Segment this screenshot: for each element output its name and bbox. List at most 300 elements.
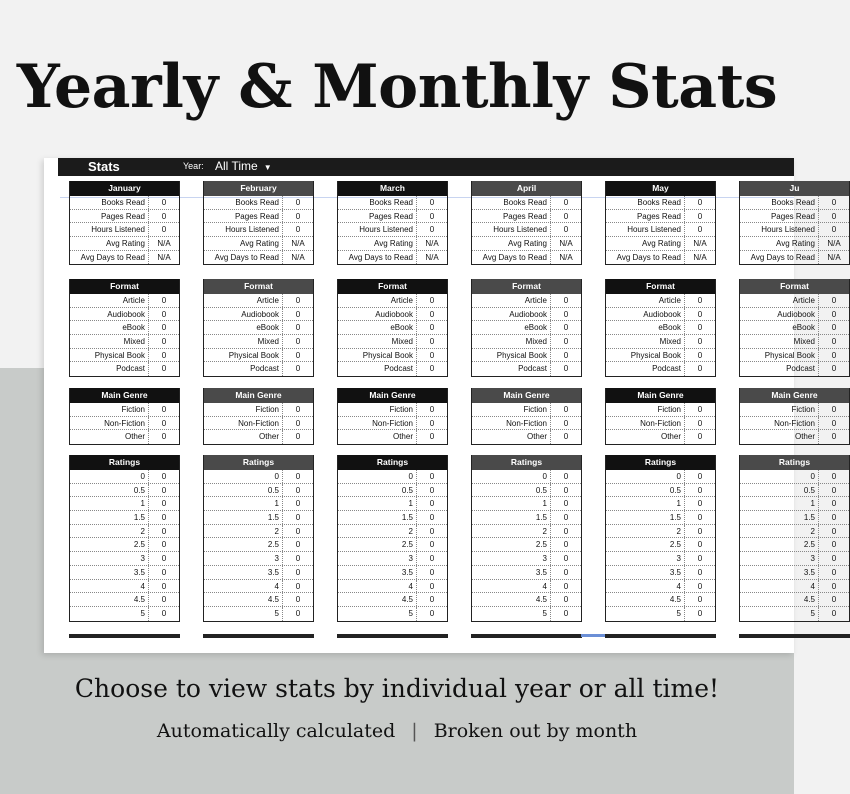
table-row[interactable] [70, 470, 179, 484]
month-header: Ju [740, 181, 849, 196]
table-row[interactable] [70, 497, 179, 511]
table-row[interactable] [472, 430, 581, 444]
table-row[interactable] [338, 580, 447, 594]
table-row[interactable] [204, 403, 313, 417]
row-value: 0 [831, 499, 837, 509]
row-value: 0 [161, 472, 167, 481]
table-row[interactable] [606, 196, 715, 210]
row-value: 0 [831, 364, 837, 374]
format-table [337, 279, 448, 377]
table-row[interactable] [338, 308, 447, 322]
table-row[interactable] [740, 511, 849, 525]
row-label: 2.5 [338, 538, 417, 551]
row-value: 0 [161, 296, 167, 305]
format-table [739, 279, 850, 377]
row-label: 0 [740, 470, 819, 483]
row-value: 0 [563, 198, 569, 207]
table-row[interactable] [472, 308, 581, 322]
ratings-table [337, 455, 448, 622]
table-row[interactable] [740, 223, 849, 237]
row-label: Pages Read [338, 210, 417, 223]
row-label: Avg Days to Read [472, 251, 551, 265]
table-row[interactable] [204, 321, 313, 335]
table-row[interactable] [70, 525, 179, 539]
row-label: Physical Book [338, 349, 417, 362]
table-row[interactable] [740, 417, 849, 431]
table-row[interactable] [740, 362, 849, 376]
table-row[interactable] [606, 484, 715, 498]
table-row[interactable] [70, 362, 179, 376]
table-row[interactable] [472, 566, 581, 580]
table-row[interactable] [204, 593, 313, 607]
row-label: 2 [472, 525, 551, 538]
table-row[interactable] [204, 237, 313, 251]
table-row[interactable] [740, 237, 849, 251]
overview-table [471, 181, 582, 265]
section-header: Format [70, 279, 179, 294]
row-label: Fiction [606, 403, 685, 416]
row-value: 0 [295, 485, 301, 495]
row-value: 0 [563, 323, 569, 333]
table-row[interactable] [204, 607, 313, 621]
table-row[interactable] [740, 580, 849, 594]
table-row[interactable] [338, 237, 447, 251]
table-row[interactable] [338, 223, 447, 237]
table-row[interactable] [740, 335, 849, 349]
row-label: Avg Rating [70, 237, 149, 250]
table-row[interactable] [740, 525, 849, 539]
table-row[interactable] [338, 538, 447, 552]
table-row[interactable] [70, 321, 179, 335]
row-label: 5 [740, 607, 819, 621]
table-row[interactable] [338, 430, 447, 444]
year-dropdown[interactable] [215, 159, 272, 173]
table-row[interactable] [338, 511, 447, 525]
table-row[interactable] [204, 335, 313, 349]
row-value: 0 [831, 405, 837, 414]
row-label: 1.5 [70, 511, 149, 524]
row-value: 0 [563, 513, 569, 523]
table-row[interactable] [472, 210, 581, 224]
row-value: 0 [831, 432, 837, 442]
table-row[interactable] [472, 196, 581, 210]
row-label: 1 [472, 497, 551, 510]
table-row[interactable] [70, 335, 179, 349]
row-value: N/A [693, 252, 707, 262]
row-value: 0 [295, 513, 301, 523]
row-value: 0 [161, 337, 167, 347]
row-label: 0.5 [472, 484, 551, 497]
table-row[interactable] [204, 294, 313, 308]
table-row[interactable] [338, 566, 447, 580]
table-row[interactable] [70, 196, 179, 210]
row-label: 3.5 [338, 566, 417, 579]
table-row[interactable] [472, 294, 581, 308]
section-header: Ratings [472, 455, 581, 470]
row-label: Pages Read [740, 210, 819, 223]
tagline-right: Broken out by month [433, 720, 638, 742]
overview-table [337, 181, 448, 265]
table-row[interactable] [740, 251, 849, 265]
row-label: Physical Book [740, 349, 819, 362]
table-row[interactable] [204, 484, 313, 498]
row-label: 0.5 [606, 484, 685, 497]
row-value: 0 [563, 337, 569, 347]
row-label: Article [70, 294, 149, 307]
table-row[interactable] [472, 511, 581, 525]
row-label: Avg Days to Read [740, 251, 819, 265]
table-row[interactable] [606, 210, 715, 224]
row-label: Avg Rating [740, 237, 819, 250]
row-label: Avg Rating [472, 237, 551, 250]
table-row[interactable] [740, 308, 849, 322]
table-row[interactable] [606, 580, 715, 594]
format-table [605, 279, 716, 377]
table-row[interactable] [740, 593, 849, 607]
table-row[interactable] [70, 417, 179, 431]
row-value: 0 [429, 567, 435, 577]
page-title: Yearly & Monthly Stats [16, 52, 778, 122]
table-row[interactable] [70, 511, 179, 525]
table-row[interactable] [606, 525, 715, 539]
row-label: Mixed [606, 335, 685, 348]
table-row[interactable] [204, 430, 313, 444]
row-label: 2.5 [70, 538, 149, 551]
row-value: 0 [563, 499, 569, 509]
table-row[interactable] [204, 210, 313, 224]
table-row[interactable] [472, 607, 581, 621]
overview-table [203, 181, 314, 265]
table-row[interactable] [204, 308, 313, 322]
row-label: 0.5 [338, 484, 417, 497]
row-value: 0 [563, 364, 569, 374]
table-row[interactable] [606, 430, 715, 444]
table-row[interactable] [204, 417, 313, 431]
row-value: 0 [831, 608, 837, 618]
table-row[interactable] [204, 223, 313, 237]
row-value: 0 [831, 595, 837, 605]
row-value: 0 [295, 323, 301, 333]
row-value: N/A [425, 239, 439, 249]
table-row[interactable] [338, 484, 447, 498]
row-label: Audiobook [204, 308, 283, 321]
ratings-table [471, 455, 582, 622]
row-value: 0 [295, 364, 301, 374]
row-value: 0 [563, 581, 569, 591]
table-row[interactable] [472, 580, 581, 594]
table-row[interactable] [740, 294, 849, 308]
row-value: 0 [831, 211, 837, 221]
section-header: Ratings [606, 455, 715, 470]
row-value: 0 [563, 526, 569, 536]
row-label: Podcast [338, 362, 417, 376]
row-label: 4 [338, 580, 417, 593]
table-row[interactable] [472, 525, 581, 539]
row-value: 0 [831, 540, 837, 550]
row-value: 0 [161, 499, 167, 509]
table-row[interactable] [606, 403, 715, 417]
row-label: 4 [472, 580, 551, 593]
table-row[interactable] [472, 321, 581, 335]
ratings-table [605, 455, 716, 622]
row-label: 4.5 [70, 593, 149, 606]
table-row[interactable] [338, 294, 447, 308]
row-label: 0.5 [740, 484, 819, 497]
section-header: Main Genre [204, 388, 313, 403]
row-value: N/A [425, 252, 439, 262]
row-value: 0 [697, 225, 703, 235]
row-label: 5 [472, 607, 551, 621]
row-value: 0 [429, 513, 435, 523]
row-label: Non-Fiction [606, 417, 685, 430]
table-row[interactable] [70, 223, 179, 237]
table-row[interactable] [70, 580, 179, 594]
row-value: 0 [429, 499, 435, 509]
row-label: Mixed [472, 335, 551, 348]
table-row[interactable] [606, 223, 715, 237]
table-row[interactable] [606, 552, 715, 566]
row-value: 0 [429, 337, 435, 347]
table-row[interactable] [70, 403, 179, 417]
row-label: 2 [338, 525, 417, 538]
table-row[interactable] [204, 511, 313, 525]
table-row[interactable] [70, 566, 179, 580]
table-row[interactable] [204, 196, 313, 210]
table-row[interactable] [204, 538, 313, 552]
row-label: Hours Listened [204, 223, 283, 236]
table-row[interactable] [606, 237, 715, 251]
table-row[interactable] [606, 511, 715, 525]
table-row[interactable] [204, 470, 313, 484]
table-row[interactable] [472, 484, 581, 498]
row-value: 0 [161, 309, 167, 319]
table-row[interactable] [740, 196, 849, 210]
row-label: Hours Listened [338, 223, 417, 236]
table-row[interactable] [740, 430, 849, 444]
row-label: Audiobook [740, 308, 819, 321]
table-row[interactable] [204, 251, 313, 265]
row-label: Pages Read [472, 210, 551, 223]
row-value: 0 [563, 211, 569, 221]
row-label: Audiobook [338, 308, 417, 321]
month-header: February [204, 181, 313, 196]
row-value: N/A [693, 239, 707, 249]
table-row[interactable] [70, 308, 179, 322]
sheet-tab-title[interactable]: Stats [88, 159, 120, 174]
table-row[interactable] [606, 593, 715, 607]
table-row[interactable] [338, 403, 447, 417]
row-value: 0 [161, 432, 167, 442]
table-row[interactable] [204, 362, 313, 376]
table-row[interactable] [70, 430, 179, 444]
row-label: Physical Book [204, 349, 283, 362]
table-row[interactable] [472, 538, 581, 552]
row-label: 0 [70, 470, 149, 483]
table-row[interactable] [606, 251, 715, 265]
table-row[interactable] [204, 580, 313, 594]
row-label: 0 [472, 470, 551, 483]
row-label: 1 [606, 497, 685, 510]
ratings-table [739, 455, 850, 622]
table-row[interactable] [70, 237, 179, 251]
row-value: 0 [161, 418, 167, 428]
table-row[interactable] [70, 484, 179, 498]
table-row[interactable] [338, 525, 447, 539]
row-value: 0 [161, 211, 167, 221]
table-row[interactable] [606, 417, 715, 431]
overview-table [69, 181, 180, 265]
row-value: 0 [295, 432, 301, 442]
row-label: Other [338, 430, 417, 444]
table-row[interactable] [606, 335, 715, 349]
row-label: 1 [204, 497, 283, 510]
table-row[interactable] [338, 470, 447, 484]
table-row[interactable] [740, 566, 849, 580]
table-row[interactable] [472, 497, 581, 511]
row-value: 0 [161, 581, 167, 591]
row-label: Physical Book [70, 349, 149, 362]
row-label: Audiobook [472, 308, 551, 321]
table-row[interactable] [204, 552, 313, 566]
row-value: 0 [429, 225, 435, 235]
table-row[interactable] [338, 349, 447, 363]
row-label: 4.5 [338, 593, 417, 606]
table-row[interactable] [740, 349, 849, 363]
row-label: 5 [338, 607, 417, 621]
table-row[interactable] [606, 607, 715, 621]
table-row[interactable] [606, 497, 715, 511]
table-row[interactable] [740, 470, 849, 484]
row-value: 0 [697, 309, 703, 319]
row-value: 0 [161, 608, 167, 618]
table-row[interactable] [740, 403, 849, 417]
row-value: 0 [563, 225, 569, 235]
table-row[interactable] [70, 251, 179, 265]
table-row[interactable] [472, 552, 581, 566]
row-value: 0 [295, 499, 301, 509]
row-value: 0 [697, 567, 703, 577]
table-row[interactable] [338, 251, 447, 265]
table-row[interactable] [472, 251, 581, 265]
row-value: 0 [563, 432, 569, 442]
table-row[interactable] [204, 497, 313, 511]
table-row[interactable] [472, 593, 581, 607]
table-row[interactable] [338, 210, 447, 224]
ratings-table [203, 455, 314, 622]
table-row[interactable] [338, 362, 447, 376]
table-row[interactable] [606, 362, 715, 376]
table-row[interactable] [338, 497, 447, 511]
table-row[interactable] [472, 362, 581, 376]
row-value: 0 [831, 309, 837, 319]
row-value: 0 [697, 513, 703, 523]
table-row[interactable] [606, 538, 715, 552]
table-row[interactable] [740, 497, 849, 511]
table-row[interactable] [338, 593, 447, 607]
row-value: N/A [827, 252, 841, 262]
row-label: Pages Read [70, 210, 149, 223]
table-row[interactable] [472, 237, 581, 251]
row-label: 2.5 [606, 538, 685, 551]
row-label: Books Read [204, 196, 283, 209]
table-row[interactable] [204, 349, 313, 363]
section-header: Ratings [740, 455, 849, 470]
table-row[interactable] [472, 417, 581, 431]
table-row[interactable] [70, 593, 179, 607]
table-row[interactable] [338, 552, 447, 566]
table-row[interactable] [606, 566, 715, 580]
table-row[interactable] [338, 607, 447, 621]
row-label: Fiction [740, 403, 819, 416]
month-header: April [472, 181, 581, 196]
table-row[interactable] [338, 417, 447, 431]
table-row[interactable] [70, 552, 179, 566]
row-label: Pages Read [606, 210, 685, 223]
table-row[interactable] [338, 335, 447, 349]
next-table-header-edge [203, 634, 314, 638]
row-value: 0 [429, 364, 435, 374]
table-row[interactable] [472, 403, 581, 417]
table-row[interactable] [70, 538, 179, 552]
table-row[interactable] [70, 349, 179, 363]
table-row[interactable] [740, 552, 849, 566]
row-value: 0 [161, 485, 167, 495]
table-row[interactable] [740, 210, 849, 224]
table-row[interactable] [472, 335, 581, 349]
table-row[interactable] [740, 607, 849, 621]
table-row[interactable] [338, 321, 447, 335]
row-value: 0 [295, 554, 301, 564]
table-row[interactable] [740, 484, 849, 498]
table-row[interactable] [740, 321, 849, 335]
row-label: 0 [606, 470, 685, 483]
format-table [471, 279, 582, 377]
row-label: Non-Fiction [70, 417, 149, 430]
table-row[interactable] [606, 308, 715, 322]
row-label: eBook [472, 321, 551, 334]
row-label: Article [472, 294, 551, 307]
row-label: eBook [740, 321, 819, 334]
table-row[interactable] [70, 294, 179, 308]
table-row[interactable] [204, 566, 313, 580]
table-row[interactable] [338, 196, 447, 210]
row-label: Fiction [472, 403, 551, 416]
row-label: Other [204, 430, 283, 444]
table-row[interactable] [606, 321, 715, 335]
table-row[interactable] [740, 538, 849, 552]
next-table-header-edge [69, 634, 180, 638]
table-row[interactable] [204, 525, 313, 539]
table-row[interactable] [472, 349, 581, 363]
section-header: Main Genre [338, 388, 447, 403]
row-value: 0 [295, 225, 301, 235]
row-label: 1 [70, 497, 149, 510]
row-label: eBook [338, 321, 417, 334]
row-value: N/A [157, 239, 171, 249]
row-label: Non-Fiction [338, 417, 417, 430]
table-row[interactable] [472, 223, 581, 237]
table-row[interactable] [606, 349, 715, 363]
table-row[interactable] [606, 470, 715, 484]
row-value: 0 [697, 350, 703, 360]
row-value: 0 [295, 350, 301, 360]
table-row[interactable] [70, 210, 179, 224]
row-label: Pages Read [204, 210, 283, 223]
table-row[interactable] [606, 294, 715, 308]
table-row[interactable] [70, 607, 179, 621]
table-row[interactable] [472, 470, 581, 484]
row-label: 0 [204, 470, 283, 483]
